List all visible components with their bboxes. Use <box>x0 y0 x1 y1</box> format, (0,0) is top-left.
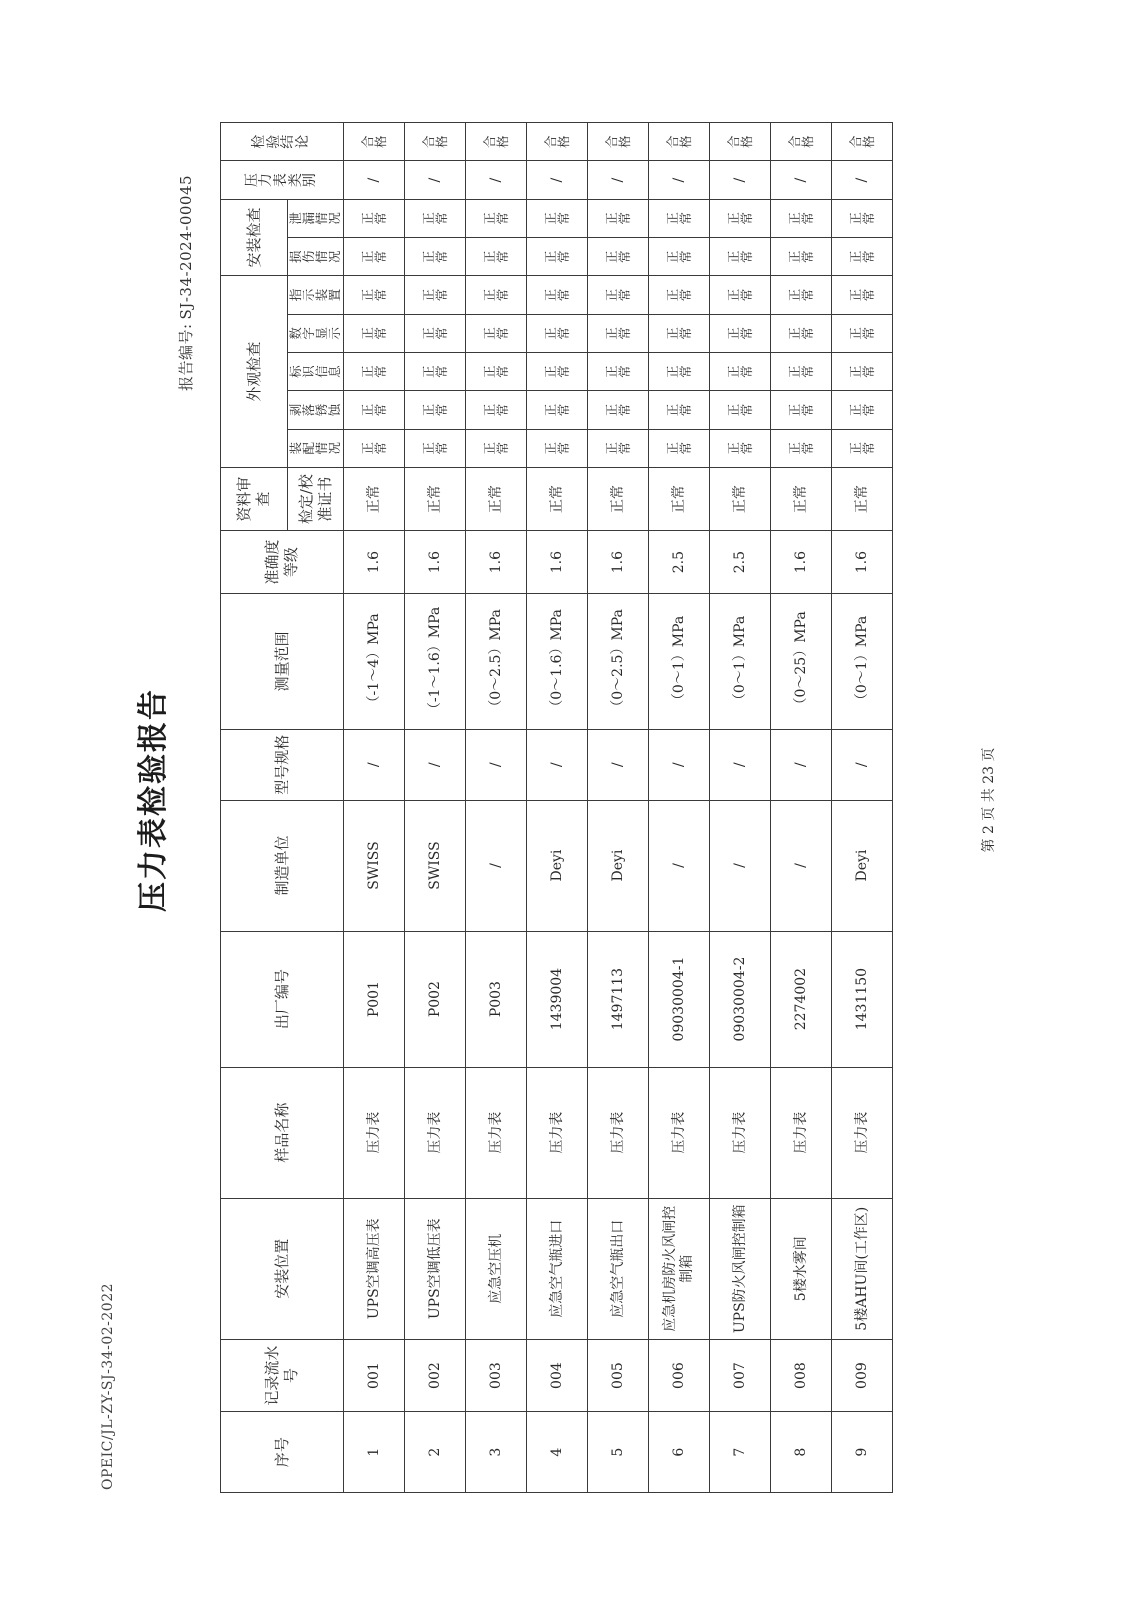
cell-factory-no: 2274002 <box>771 931 832 1067</box>
cell-assembly <box>466 429 527 467</box>
cell-sample-name: 压力表 <box>649 1067 710 1198</box>
inspection-table <box>220 122 893 1493</box>
cell-rust-text: 正常 <box>542 403 571 417</box>
cell-pointer-text: 正常 <box>847 288 876 302</box>
cell-assembly <box>771 429 832 467</box>
cell-digital-text: 正常 <box>786 327 815 340</box>
report-number-label: 报告编号: <box>177 323 195 391</box>
cell-factory-no: P003 <box>466 931 527 1067</box>
cell-cert: 正常 <box>405 467 466 531</box>
cell-accuracy: 1.6 <box>344 531 405 593</box>
cell-conclusion-text: 合格 <box>481 135 510 148</box>
cell-model: / <box>588 729 649 800</box>
cell-digital-text: 正常 <box>542 327 571 340</box>
cell-gauge-type: / <box>649 161 710 199</box>
col-appearance-group: 外观检查 <box>221 276 288 468</box>
cell-seq: 3 <box>466 1412 527 1493</box>
cell-seq: 9 <box>832 1412 893 1493</box>
col-appearance-rust-label: 剥落锈蚀 <box>288 403 343 417</box>
cell-leak-text: 正常 <box>481 212 510 225</box>
cell-seq: 4 <box>527 1412 588 1493</box>
cell-leak-text: 正常 <box>359 212 388 225</box>
cell-rust-text: 正常 <box>603 403 632 417</box>
cell-damage <box>832 238 893 276</box>
page-number: 第 2 页 共 23 页 <box>981 747 997 853</box>
cell-digital-text: 正常 <box>847 327 876 340</box>
cell-accuracy: 1.6 <box>527 531 588 593</box>
cell-factory-no: 1431150 <box>832 931 893 1067</box>
cell-range: （0～1）MPa <box>649 593 710 729</box>
cell-pointer <box>832 276 893 314</box>
cell-mark-text: 正常 <box>420 365 449 378</box>
cell-leak-text: 正常 <box>420 212 449 225</box>
cell-assembly-text: 正常 <box>359 442 388 455</box>
cell-leak <box>527 199 588 237</box>
cell-assembly-text: 正常 <box>603 442 632 455</box>
table-row <box>466 123 527 1493</box>
cell-manufacturer: Deyi <box>527 800 588 931</box>
cell-digital-text: 正常 <box>725 327 754 340</box>
cell-mark-text: 正常 <box>603 365 632 378</box>
cell-accuracy: 1.6 <box>771 531 832 593</box>
cell-rust <box>710 391 771 429</box>
cell-cert: 正常 <box>710 467 771 531</box>
cell-conclusion <box>832 123 893 161</box>
cell-mark-text: 正常 <box>786 365 815 378</box>
cell-conclusion <box>405 123 466 161</box>
cell-mark <box>710 353 771 391</box>
cell-pointer-text: 正常 <box>664 288 693 302</box>
report-number-value: SJ-34-2024-00045 <box>177 174 195 320</box>
col-appearance-pointer-label: 指示装置 <box>288 288 343 302</box>
cell-assembly <box>832 429 893 467</box>
cell-pointer-text: 正常 <box>725 288 754 302</box>
cell-range: （-1～1.6）MPa <box>405 593 466 729</box>
cell-cert: 正常 <box>588 467 649 531</box>
cell-damage-text: 正常 <box>481 250 510 263</box>
cell-factory-no: 1497113 <box>588 931 649 1067</box>
cell-rust-text: 正常 <box>725 403 754 417</box>
cell-location: UPS空调低压表 <box>405 1198 466 1339</box>
col-doc-review-cert: 检定/校准证书 <box>288 467 344 531</box>
col-gauge-type-label: 压力表类别 <box>243 173 319 188</box>
cell-leak-text: 正常 <box>603 212 632 225</box>
cell-pointer <box>527 276 588 314</box>
col-conclusion-label: 检验结论 <box>250 134 311 149</box>
cell-rust-text: 正常 <box>847 403 876 417</box>
table-body <box>344 123 893 1493</box>
table-row <box>527 123 588 1493</box>
cell-assembly-text: 正常 <box>847 442 876 455</box>
cell-cert: 正常 <box>771 467 832 531</box>
cell-digital <box>649 314 710 352</box>
cell-sample-name: 压力表 <box>344 1067 405 1198</box>
cell-gauge-type: / <box>710 161 771 199</box>
cell-manufacturer: Deyi <box>588 800 649 931</box>
cell-accuracy: 1.6 <box>405 531 466 593</box>
cell-assembly-text: 正常 <box>725 442 754 455</box>
cell-sample-name: 压力表 <box>832 1067 893 1198</box>
cell-damage-text: 正常 <box>603 250 632 263</box>
cell-seq: 5 <box>588 1412 649 1493</box>
cell-manufacturer: SWISS <box>405 800 466 931</box>
cell-mark <box>771 353 832 391</box>
cell-factory-no: P001 <box>344 931 405 1067</box>
cell-range: （0～2.5）MPa <box>466 593 527 729</box>
col-location: 安装位置 <box>221 1198 344 1339</box>
cell-cert: 正常 <box>344 467 405 531</box>
cell-record-no: 002 <box>405 1339 466 1412</box>
table-row <box>710 123 771 1493</box>
col-install-damage-label: 损伤情况 <box>288 250 343 263</box>
cell-seq: 1 <box>344 1412 405 1493</box>
cell-record-no: 004 <box>527 1339 588 1412</box>
cell-damage <box>649 238 710 276</box>
cell-digital-text: 正常 <box>359 327 388 340</box>
cell-conclusion <box>649 123 710 161</box>
cell-damage-text: 正常 <box>847 250 876 263</box>
col-appearance-mark-label: 标识信息 <box>288 365 343 378</box>
cell-damage-text: 正常 <box>664 250 693 263</box>
cell-mark <box>527 353 588 391</box>
cell-leak <box>466 199 527 237</box>
cell-digital <box>771 314 832 352</box>
cell-sample-name: 压力表 <box>710 1067 771 1198</box>
cell-location: UPS空调高压表 <box>344 1198 405 1339</box>
cell-pointer-text: 正常 <box>542 288 571 302</box>
col-install-damage <box>288 238 344 276</box>
col-model: 型号规格 <box>221 729 344 800</box>
cell-model: / <box>710 729 771 800</box>
cell-range: （0～2.5）MPa <box>588 593 649 729</box>
cell-location: 应急空气瓶进口 <box>527 1198 588 1339</box>
table-row <box>771 123 832 1493</box>
cell-mark <box>832 353 893 391</box>
cell-mark <box>405 353 466 391</box>
cell-model: / <box>649 729 710 800</box>
cell-damage-text: 正常 <box>359 250 388 263</box>
cell-mark <box>588 353 649 391</box>
cell-mark-text: 正常 <box>725 365 754 378</box>
cell-leak <box>588 199 649 237</box>
cell-rust <box>771 391 832 429</box>
cell-assembly <box>588 429 649 467</box>
cell-manufacturer: / <box>771 800 832 931</box>
cell-damage <box>710 238 771 276</box>
cell-location: 应急空压机 <box>466 1198 527 1339</box>
cell-gauge-type: / <box>771 161 832 199</box>
cell-leak <box>710 199 771 237</box>
table-row <box>405 123 466 1493</box>
cell-range: （0～1）MPa <box>832 593 893 729</box>
cell-accuracy: 2.5 <box>710 531 771 593</box>
cell-rust <box>405 391 466 429</box>
col-install-group: 安装检查 <box>221 199 288 276</box>
cell-mark-text: 正常 <box>847 365 876 378</box>
table-row <box>588 123 649 1493</box>
cell-leak <box>344 199 405 237</box>
cell-record-no: 005 <box>588 1339 649 1412</box>
cell-assembly-text: 正常 <box>542 442 571 455</box>
cell-conclusion-text: 合格 <box>664 135 693 148</box>
cell-cert: 正常 <box>649 467 710 531</box>
cell-cert: 正常 <box>832 467 893 531</box>
cell-assembly <box>344 429 405 467</box>
cell-leak <box>771 199 832 237</box>
cell-digital-text: 正常 <box>420 327 449 340</box>
cell-pointer-text: 正常 <box>603 288 632 302</box>
cell-cert: 正常 <box>466 467 527 531</box>
cell-model: / <box>344 729 405 800</box>
cell-accuracy: 2.5 <box>649 531 710 593</box>
cell-assembly <box>649 429 710 467</box>
cell-manufacturer: SWISS <box>344 800 405 931</box>
cell-record-no: 009 <box>832 1339 893 1412</box>
cell-rust-text: 正常 <box>481 403 510 417</box>
cell-seq: 6 <box>649 1412 710 1493</box>
page-title: 压力表检验报告 <box>136 688 171 912</box>
cell-damage-text: 正常 <box>542 250 571 263</box>
cell-conclusion-text: 合格 <box>542 135 571 148</box>
cell-record-no: 006 <box>649 1339 710 1412</box>
cell-damage <box>771 238 832 276</box>
table-header <box>221 123 344 1493</box>
cell-conclusion <box>527 123 588 161</box>
cell-seq: 7 <box>710 1412 771 1493</box>
cell-rust <box>344 391 405 429</box>
cell-assembly-text: 正常 <box>664 442 693 455</box>
cell-rust <box>832 391 893 429</box>
cell-mark-text: 正常 <box>359 365 388 378</box>
cell-factory-no: 09030004-2 <box>710 931 771 1067</box>
cell-pointer-text: 正常 <box>481 288 510 302</box>
cell-damage <box>527 238 588 276</box>
cell-assembly-text: 正常 <box>786 442 815 455</box>
report-number <box>175 175 196 395</box>
cell-pointer <box>710 276 771 314</box>
cell-assembly-text: 正常 <box>420 442 449 455</box>
cell-seq: 8 <box>771 1412 832 1493</box>
cell-leak <box>832 199 893 237</box>
col-install-leak <box>288 199 344 237</box>
cell-leak <box>649 199 710 237</box>
cell-conclusion <box>710 123 771 161</box>
cell-conclusion-text: 合格 <box>847 135 876 148</box>
col-doc-review-group: 资料审查 <box>221 467 288 531</box>
cell-range: （-1～4）MPa <box>344 593 405 729</box>
cell-location: 应急空气瓶出口 <box>588 1198 649 1339</box>
cell-conclusion-text: 合格 <box>420 135 449 148</box>
cell-sample-name: 压力表 <box>771 1067 832 1198</box>
cell-conclusion <box>344 123 405 161</box>
cell-digital <box>710 314 771 352</box>
cell-mark-text: 正常 <box>481 365 510 378</box>
cell-rust <box>527 391 588 429</box>
cell-pointer-text: 正常 <box>359 288 388 302</box>
cell-cert: 正常 <box>527 467 588 531</box>
cell-conclusion <box>771 123 832 161</box>
cell-damage-text: 正常 <box>725 250 754 263</box>
cell-model: / <box>466 729 527 800</box>
cell-rust <box>649 391 710 429</box>
cell-location: 5楼水雾间 <box>771 1198 832 1339</box>
cell-pointer <box>771 276 832 314</box>
table-row <box>344 123 405 1493</box>
cell-pointer <box>405 276 466 314</box>
cell-model: / <box>405 729 466 800</box>
cell-digital <box>466 314 527 352</box>
cell-sample-name: 压力表 <box>527 1067 588 1198</box>
col-sample-name: 样品名称 <box>221 1067 344 1198</box>
cell-sample-name: 压力表 <box>405 1067 466 1198</box>
cell-assembly <box>405 429 466 467</box>
cell-leak-text: 正常 <box>847 212 876 225</box>
col-appearance-assembly <box>288 429 344 467</box>
cell-location: 5楼AHU间(工作区) <box>832 1198 893 1339</box>
cell-range: （0～1）MPa <box>710 593 771 729</box>
cell-conclusion <box>588 123 649 161</box>
cell-mark-text: 正常 <box>542 365 571 378</box>
cell-pointer-text: 正常 <box>786 288 815 302</box>
cell-record-no: 008 <box>771 1339 832 1412</box>
cell-digital <box>344 314 405 352</box>
cell-accuracy: 1.6 <box>588 531 649 593</box>
cell-pointer <box>588 276 649 314</box>
cell-conclusion-text: 合格 <box>725 135 754 148</box>
col-appearance-pointer <box>288 276 344 314</box>
cell-gauge-type: / <box>832 161 893 199</box>
cell-accuracy: 1.6 <box>466 531 527 593</box>
cell-model: / <box>832 729 893 800</box>
cell-rust-text: 正常 <box>664 403 693 417</box>
form-code: OPEIC/JL-ZY-SJ-34-02-2022 <box>100 1282 116 1490</box>
table-row <box>832 123 893 1493</box>
cell-pointer-text: 正常 <box>420 288 449 302</box>
cell-record-no: 003 <box>466 1339 527 1412</box>
cell-range: （0～1.6）MPa <box>527 593 588 729</box>
cell-factory-no: 09030004-1 <box>649 931 710 1067</box>
col-appearance-digital <box>288 314 344 352</box>
cell-leak <box>405 199 466 237</box>
table-row <box>649 123 710 1493</box>
cell-gauge-type: / <box>344 161 405 199</box>
cell-pointer <box>344 276 405 314</box>
cell-mark <box>649 353 710 391</box>
cell-conclusion-text: 合格 <box>359 135 388 148</box>
cell-leak-text: 正常 <box>664 212 693 225</box>
col-record-no: 记录流水号 <box>221 1339 344 1412</box>
col-appearance-rust <box>288 391 344 429</box>
cell-rust <box>588 391 649 429</box>
col-accuracy: 准确度等级 <box>221 531 344 593</box>
col-seq: 序号 <box>221 1412 344 1493</box>
cell-conclusion-text: 合格 <box>603 135 632 148</box>
cell-mark-text: 正常 <box>664 365 693 378</box>
cell-seq: 2 <box>405 1412 466 1493</box>
cell-mark <box>466 353 527 391</box>
cell-factory-no: 1439004 <box>527 931 588 1067</box>
col-appearance-mark <box>288 353 344 391</box>
cell-digital <box>832 314 893 352</box>
cell-rust-text: 正常 <box>359 403 388 417</box>
cell-digital <box>588 314 649 352</box>
col-install-leak-label: 泄漏情况 <box>288 212 343 225</box>
cell-damage <box>405 238 466 276</box>
cell-digital-text: 正常 <box>603 327 632 340</box>
col-manufacturer: 制造单位 <box>221 800 344 931</box>
cell-gauge-type: / <box>527 161 588 199</box>
col-factory-no: 出厂编号 <box>221 931 344 1067</box>
cell-damage-text: 正常 <box>786 250 815 263</box>
cell-assembly <box>710 429 771 467</box>
cell-damage <box>344 238 405 276</box>
cell-manufacturer: / <box>466 800 527 931</box>
cell-rust-text: 正常 <box>420 403 449 417</box>
cell-leak-text: 正常 <box>786 212 815 225</box>
cell-mark <box>344 353 405 391</box>
cell-manufacturer: / <box>649 800 710 931</box>
cell-accuracy: 1.6 <box>832 531 893 593</box>
col-appearance-assembly-label: 装配情况 <box>288 442 343 455</box>
col-range: 测量范围 <box>221 593 344 729</box>
cell-digital-text: 正常 <box>664 327 693 340</box>
cell-gauge-type: / <box>588 161 649 199</box>
cell-pointer <box>466 276 527 314</box>
cell-rust <box>466 391 527 429</box>
cell-assembly <box>527 429 588 467</box>
cell-range: （0～25）MPa <box>771 593 832 729</box>
cell-gauge-type: / <box>405 161 466 199</box>
cell-manufacturer: / <box>710 800 771 931</box>
cell-leak-text: 正常 <box>542 212 571 225</box>
cell-damage <box>588 238 649 276</box>
cell-location: UPS防火风闸控制箱 <box>710 1198 771 1339</box>
cell-gauge-type: / <box>466 161 527 199</box>
cell-digital <box>527 314 588 352</box>
cell-manufacturer: Deyi <box>832 800 893 931</box>
cell-pointer <box>649 276 710 314</box>
col-conclusion <box>221 123 344 161</box>
cell-sample-name: 压力表 <box>466 1067 527 1198</box>
cell-location: 应急机房防火风闸控制箱 <box>649 1198 710 1339</box>
cell-record-no: 001 <box>344 1339 405 1412</box>
cell-assembly-text: 正常 <box>481 442 510 455</box>
cell-damage <box>466 238 527 276</box>
cell-conclusion-text: 合格 <box>786 135 815 148</box>
cell-model: / <box>527 729 588 800</box>
cell-model: / <box>771 729 832 800</box>
cell-sample-name: 压力表 <box>588 1067 649 1198</box>
cell-rust-text: 正常 <box>786 403 815 417</box>
cell-record-no: 007 <box>710 1339 771 1412</box>
cell-conclusion <box>466 123 527 161</box>
cell-digital-text: 正常 <box>481 327 510 340</box>
col-appearance-digital-label: 数字显示 <box>288 327 343 340</box>
col-gauge-type <box>221 161 344 199</box>
cell-factory-no: P002 <box>405 931 466 1067</box>
cell-digital <box>405 314 466 352</box>
cell-damage-text: 正常 <box>420 250 449 263</box>
cell-leak-text: 正常 <box>725 212 754 225</box>
